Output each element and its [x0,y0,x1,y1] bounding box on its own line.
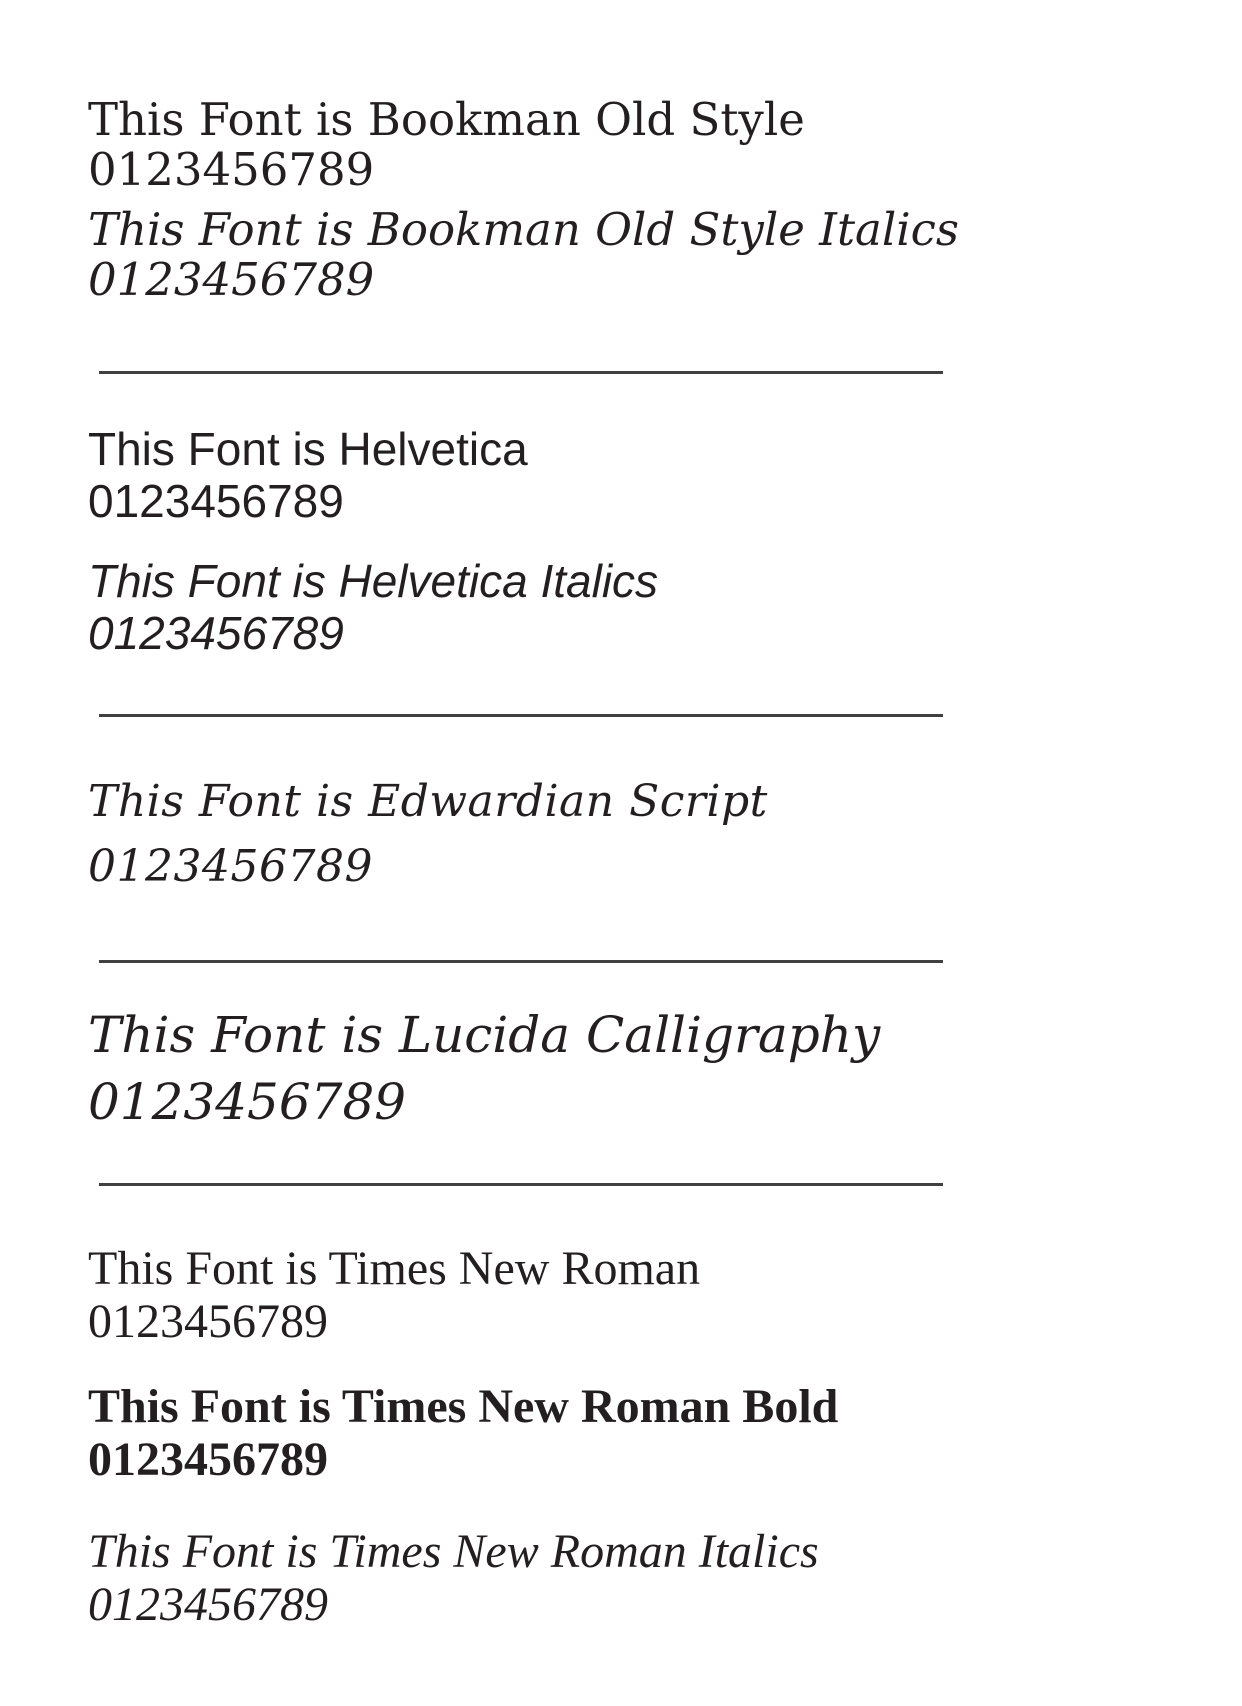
specimen-digits: 0123456789 [88,474,344,527]
section-divider [99,1183,943,1186]
specimen-helvetica-italic [88,556,658,660]
section-divider [99,960,943,963]
specimen-lucida-calligraphy [88,1002,880,1135]
specimen-label: This Font is Bookman Old Style [88,93,805,146]
specimen-label: This Font is Lucida Calligraphy [88,1006,881,1064]
specimen-edwardian-script [88,770,768,899]
specimen-helvetica [88,424,528,528]
specimen-times-bold [88,1381,838,1487]
specimen-digits: 0123456789 [88,840,373,892]
specimen-label: This Font is Edwardian Script [88,776,768,827]
section-divider [99,714,943,717]
specimen-label: This Font is Times New Roman Italics [88,1525,819,1578]
specimen-digits: 0123456789 [88,1294,328,1348]
specimen-label: This Font is Helvetica Italics [88,555,659,607]
specimen-digits: 0123456789 [88,1577,328,1631]
specimen-label: This Font is Times New Roman [88,1242,701,1295]
specimen-digits: 0123456789 [88,606,344,659]
specimen-digits: 0123456789 [88,253,375,307]
specimen-label: This Font is Bookman Old Style Italics [88,203,959,256]
specimen-digits: 0123456789 [88,143,375,197]
specimen-times [88,1243,700,1349]
specimen-times-italic [88,1526,819,1632]
specimen-bookman [88,95,805,196]
specimen-digits: 0123456789 [88,1072,407,1131]
section-divider [99,371,943,374]
specimen-label: This Font is Helvetica [88,423,528,475]
specimen-label: This Font is Times New Roman Bold [88,1380,839,1433]
specimen-digits: 0123456789 [88,1432,328,1486]
specimen-bookman-italic [88,205,959,306]
